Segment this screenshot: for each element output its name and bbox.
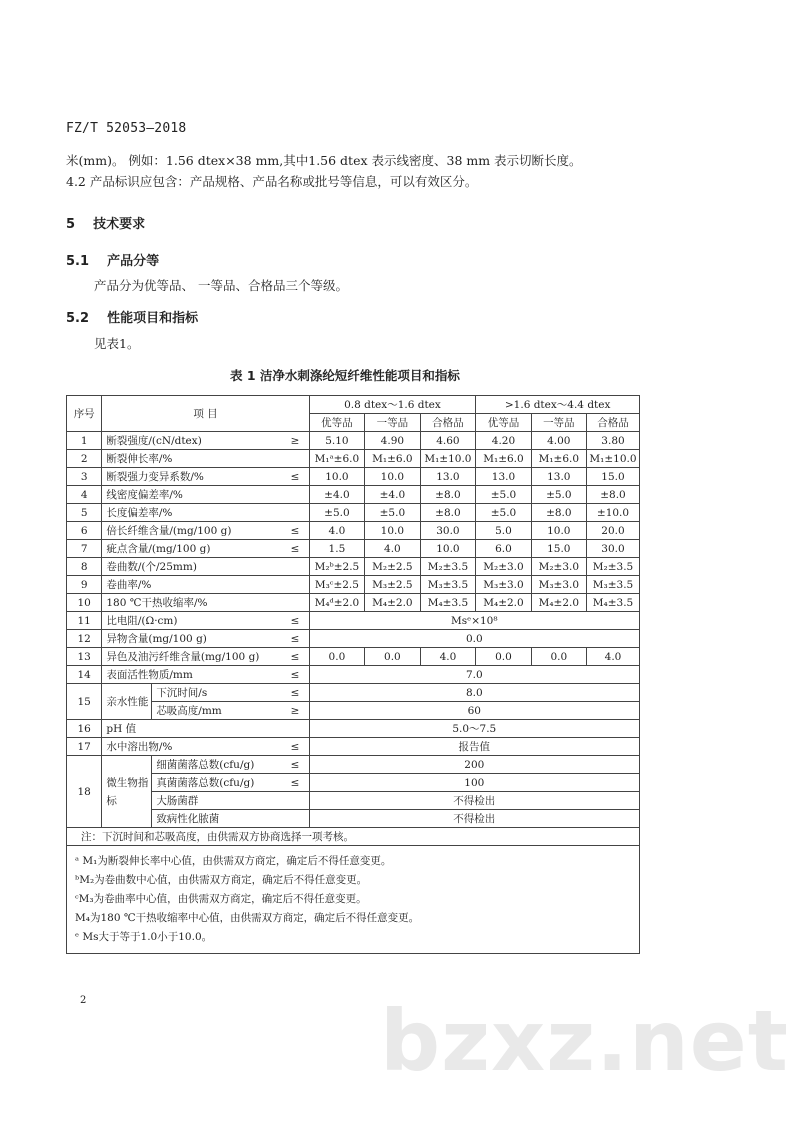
- row-operator: [282, 486, 310, 504]
- row-value: 0.0: [531, 648, 586, 666]
- row-value: ±5.0: [476, 504, 531, 522]
- row-value: 0.0: [476, 648, 531, 666]
- row-number: 18: [67, 756, 102, 828]
- row-number: 17: [67, 738, 102, 756]
- row-value: 4.60: [420, 432, 476, 450]
- row-number: 4: [67, 486, 102, 504]
- grade-header: 合格品: [586, 414, 639, 432]
- row-value: M₃±3.0: [476, 576, 531, 594]
- row-value: 不得检出: [309, 810, 639, 828]
- row-number: 13: [67, 648, 102, 666]
- table-row: [67, 774, 640, 792]
- row-item: 疵点含量/(mg/100 g): [102, 540, 282, 558]
- row-item: 卷曲数/(个/25mm): [102, 558, 282, 576]
- table-row: [67, 612, 640, 630]
- row-value: 8.0: [309, 684, 639, 702]
- row-value: 4.0: [365, 540, 420, 558]
- table-caption: 表 1 洁净水刺涤纶短纤维性能项目和指标: [230, 368, 460, 383]
- table-row: [67, 702, 640, 720]
- row-value: 0.0: [309, 630, 639, 648]
- row-value: ±5.0: [309, 504, 365, 522]
- row-value: 4.00: [531, 432, 586, 450]
- footnote: ᵇM₂为卷曲数中心值，由供需双方商定，确定后不得任意变更。: [75, 874, 368, 886]
- row-subitem: 芯吸高度/mm: [152, 702, 282, 720]
- table-row: [67, 666, 640, 684]
- row-number: 9: [67, 576, 102, 594]
- grade-header: 优等品: [476, 414, 531, 432]
- section-number: 5.2: [66, 311, 90, 326]
- row-value: 13.0: [531, 468, 586, 486]
- header-range-1: 0.8 dtex～1.6 dtex: [309, 396, 476, 414]
- row-value: M₂±3.0: [531, 558, 586, 576]
- row-value: 10.0: [309, 468, 365, 486]
- table-note: 注：下沉时间和芯吸高度，由供需双方协商选择一项考核。: [67, 828, 640, 846]
- row-number: 10: [67, 594, 102, 612]
- header-seq: 序号: [67, 396, 102, 432]
- footnote: ᶜM₃为卷曲率中心值，由供需双方商定，确定后不得任意变更。: [75, 893, 367, 905]
- grade-header: 合格品: [420, 414, 476, 432]
- row-subitem: 下沉时间/s: [152, 684, 282, 702]
- row-value: M₄±3.5: [420, 594, 476, 612]
- row-value: M₃ᶜ±2.5: [309, 576, 365, 594]
- row-operator: ≤: [282, 738, 310, 756]
- row-item: 断裂伸长率/%: [102, 450, 282, 468]
- row-number: 8: [67, 558, 102, 576]
- row-operator: ≤: [282, 648, 310, 666]
- row-operator: ≥: [282, 702, 310, 720]
- row-subitem: 大肠菌群: [152, 792, 282, 810]
- row-value: M₁ᵃ±6.0: [309, 450, 365, 468]
- row-value: 4.90: [365, 432, 420, 450]
- table-row: [67, 738, 640, 756]
- table-footnotes-row: [67, 846, 640, 954]
- table-row: [67, 450, 640, 468]
- table-row: [67, 792, 640, 810]
- row-item: 倍长纤维含量/(mg/100 g): [102, 522, 282, 540]
- row-value: 10.0: [365, 522, 420, 540]
- section-title: 性能项目和指标: [107, 311, 199, 326]
- grade-header: 优等品: [309, 414, 365, 432]
- row-value: M₁±6.0: [531, 450, 586, 468]
- table-row: [67, 504, 640, 522]
- row-item: 异色及油污纤维含量(mg/100 g): [102, 648, 282, 666]
- table-row: [67, 522, 640, 540]
- section-5-1-heading: [66, 250, 159, 269]
- row-number: 15: [67, 684, 102, 720]
- row-number: 11: [67, 612, 102, 630]
- row-number: 2: [67, 450, 102, 468]
- row-value: 13.0: [476, 468, 531, 486]
- row-item: 断裂强力变异系数/%: [102, 468, 282, 486]
- row-value: 不得检出: [309, 792, 639, 810]
- row-value: ±4.0: [309, 486, 365, 504]
- section-5-2-body: 见表1。: [94, 336, 140, 351]
- footnote: ᵉ Ms大于等于1.0小于10.0。: [75, 931, 213, 943]
- row-item: 180 ℃干热收缩率/%: [102, 594, 282, 612]
- footnote: ᵃ M₁为断裂伸长率中心值，由供需双方商定，确定后不得任意变更。: [75, 855, 392, 867]
- row-value: 10.0: [365, 468, 420, 486]
- intro-line-1: 米(mm)。 例如：1.56 dtex×38 mm,其中1.56 dtex 表示线密度、38 mm 表示切断长度。: [66, 153, 582, 168]
- row-number: 12: [67, 630, 102, 648]
- row-item: 微生物指标: [102, 756, 152, 828]
- row-value: 100: [309, 774, 639, 792]
- header-item: 项 目: [102, 396, 309, 432]
- row-item: 卷曲率/%: [102, 576, 282, 594]
- row-item: 异物含量(mg/100 g): [102, 630, 282, 648]
- standard-code-header: FZ/T 52053—2018: [66, 121, 187, 136]
- row-operator: [282, 594, 310, 612]
- row-item: 水中溶出物/%: [102, 738, 282, 756]
- row-value: ±5.0: [365, 504, 420, 522]
- row-value: 0.0: [365, 648, 420, 666]
- row-value: M₄±2.0: [531, 594, 586, 612]
- row-value: 4.0: [586, 648, 639, 666]
- row-value: ±8.0: [586, 486, 639, 504]
- row-value: M₄±3.5: [586, 594, 639, 612]
- section-number: 5: [66, 217, 76, 232]
- grade-header: 一等品: [531, 414, 586, 432]
- row-operator: ≤: [282, 684, 310, 702]
- row-item: 断裂强度/(cN/dtex): [102, 432, 282, 450]
- row-value: 10.0: [420, 540, 476, 558]
- row-number: 1: [67, 432, 102, 450]
- row-value: ±10.0: [586, 504, 639, 522]
- table-row: [67, 648, 640, 666]
- section-title: 技术要求: [93, 217, 146, 232]
- table-row: [67, 468, 640, 486]
- row-value: M₃±3.0: [531, 576, 586, 594]
- row-value: ±8.0: [420, 504, 476, 522]
- row-subitem: 细菌菌落总数(cfu/g): [152, 756, 282, 774]
- row-value: 0.0: [309, 648, 365, 666]
- section-title: 产品分等: [107, 254, 160, 269]
- section-5-1-body: 产品分为优等品、 一等品、合格品三个等级。: [94, 278, 348, 293]
- row-operator: [282, 720, 310, 738]
- row-operator: ≤: [282, 666, 310, 684]
- row-number: 16: [67, 720, 102, 738]
- row-value: ±8.0: [531, 504, 586, 522]
- intro-line-2: 4.2 产品标识应包含：产品规格、产品名称或批号等信息，可以有效区分。: [66, 174, 478, 189]
- row-operator: [282, 792, 310, 810]
- row-number: 5: [67, 504, 102, 522]
- row-number: 6: [67, 522, 102, 540]
- row-value: M₁±10.0: [586, 450, 639, 468]
- row-value: M₃±2.5: [365, 576, 420, 594]
- row-value: 60: [309, 702, 639, 720]
- section-number: 5.1: [66, 254, 90, 269]
- row-value: M₄±2.0: [365, 594, 420, 612]
- row-value: 1.5: [309, 540, 365, 558]
- row-number: 14: [67, 666, 102, 684]
- header-range-2: >1.6 dtex～4.4 dtex: [476, 396, 640, 414]
- row-value: M₃±3.5: [420, 576, 476, 594]
- row-value: 13.0: [420, 468, 476, 486]
- row-item: 表面活性物质/mm: [102, 666, 282, 684]
- row-operator: ≤: [282, 630, 310, 648]
- row-operator: ≤: [282, 612, 310, 630]
- section-5-2-heading: [66, 307, 198, 326]
- row-value: 30.0: [586, 540, 639, 558]
- row-operator: ≤: [282, 756, 310, 774]
- row-value: M₁±6.0: [476, 450, 531, 468]
- row-value: 5.0: [476, 522, 531, 540]
- row-operator: ≥: [282, 432, 310, 450]
- page-number: 2: [80, 995, 87, 1006]
- table-row: [67, 594, 640, 612]
- row-operator: [282, 450, 310, 468]
- row-value: 10.0: [531, 522, 586, 540]
- row-operator: [282, 504, 310, 522]
- row-value: M₂±2.5: [365, 558, 420, 576]
- row-subitem: 致病性化脓菌: [152, 810, 282, 828]
- row-value: 7.0: [309, 666, 639, 684]
- table-row: [67, 756, 640, 774]
- row-value: ±4.0: [365, 486, 420, 504]
- table-row: [67, 432, 640, 450]
- section-5-heading: [66, 213, 145, 232]
- row-value: 20.0: [586, 522, 639, 540]
- row-value: 3.80: [586, 432, 639, 450]
- table-footnotes: [67, 846, 640, 954]
- row-value: M₃±3.5: [586, 576, 639, 594]
- row-value: 6.0: [476, 540, 531, 558]
- footnote: M₄为180 ℃干热收缩率中心值，由供需双方商定，确定后不得任意变更。: [75, 912, 420, 924]
- row-operator: [282, 810, 310, 828]
- row-value: ±5.0: [476, 486, 531, 504]
- row-number: 7: [67, 540, 102, 558]
- row-value: M₂±3.0: [476, 558, 531, 576]
- row-item: pH 值: [102, 720, 282, 738]
- row-value: 5.10: [309, 432, 365, 450]
- row-value: 4.20: [476, 432, 531, 450]
- row-value: 5.0～7.5: [309, 720, 639, 738]
- row-value: M₄ᵈ±2.0: [309, 594, 365, 612]
- row-subitem: 真菌菌落总数(cfu/g): [152, 774, 282, 792]
- table-row: [67, 810, 640, 828]
- row-value: M₂±3.5: [420, 558, 476, 576]
- table-note-row: [67, 828, 640, 846]
- table-row: [67, 576, 640, 594]
- row-value: 200: [309, 756, 639, 774]
- row-item: 长度偏差率/%: [102, 504, 282, 522]
- grade-header: 一等品: [365, 414, 420, 432]
- table-row: [67, 540, 640, 558]
- row-value: M₂ᵇ±2.5: [309, 558, 365, 576]
- row-value: 15.0: [531, 540, 586, 558]
- row-value: 报告值: [309, 738, 639, 756]
- row-operator: ≤: [282, 468, 310, 486]
- table-row: [67, 720, 640, 738]
- row-value: 30.0: [420, 522, 476, 540]
- spec-table: [66, 395, 640, 954]
- row-value: M₂±3.5: [586, 558, 639, 576]
- row-operator: ≤: [282, 774, 310, 792]
- watermark-text: bzxz.net: [380, 992, 789, 1090]
- row-value: ±8.0: [420, 486, 476, 504]
- row-operator: [282, 576, 310, 594]
- table-header-row: [67, 396, 640, 414]
- row-operator: ≤: [282, 522, 310, 540]
- table-row: [67, 684, 640, 702]
- table-row: [67, 630, 640, 648]
- row-item: 比电阻/(Ω·cm): [102, 612, 282, 630]
- row-value: 4.0: [309, 522, 365, 540]
- row-item: 亲水性能: [102, 684, 152, 720]
- row-number: 3: [67, 468, 102, 486]
- row-value: 15.0: [586, 468, 639, 486]
- row-value: M₁±6.0: [365, 450, 420, 468]
- row-value: 4.0: [420, 648, 476, 666]
- row-value: ±5.0: [531, 486, 586, 504]
- row-value: M₄±2.0: [476, 594, 531, 612]
- table-row: [67, 558, 640, 576]
- table-row: [67, 486, 640, 504]
- row-item: 线密度偏差率/%: [102, 486, 282, 504]
- row-value: Msᵉ×10⁸: [309, 612, 639, 630]
- row-value: M₁±10.0: [420, 450, 476, 468]
- row-operator: [282, 558, 310, 576]
- row-operator: ≤: [282, 540, 310, 558]
